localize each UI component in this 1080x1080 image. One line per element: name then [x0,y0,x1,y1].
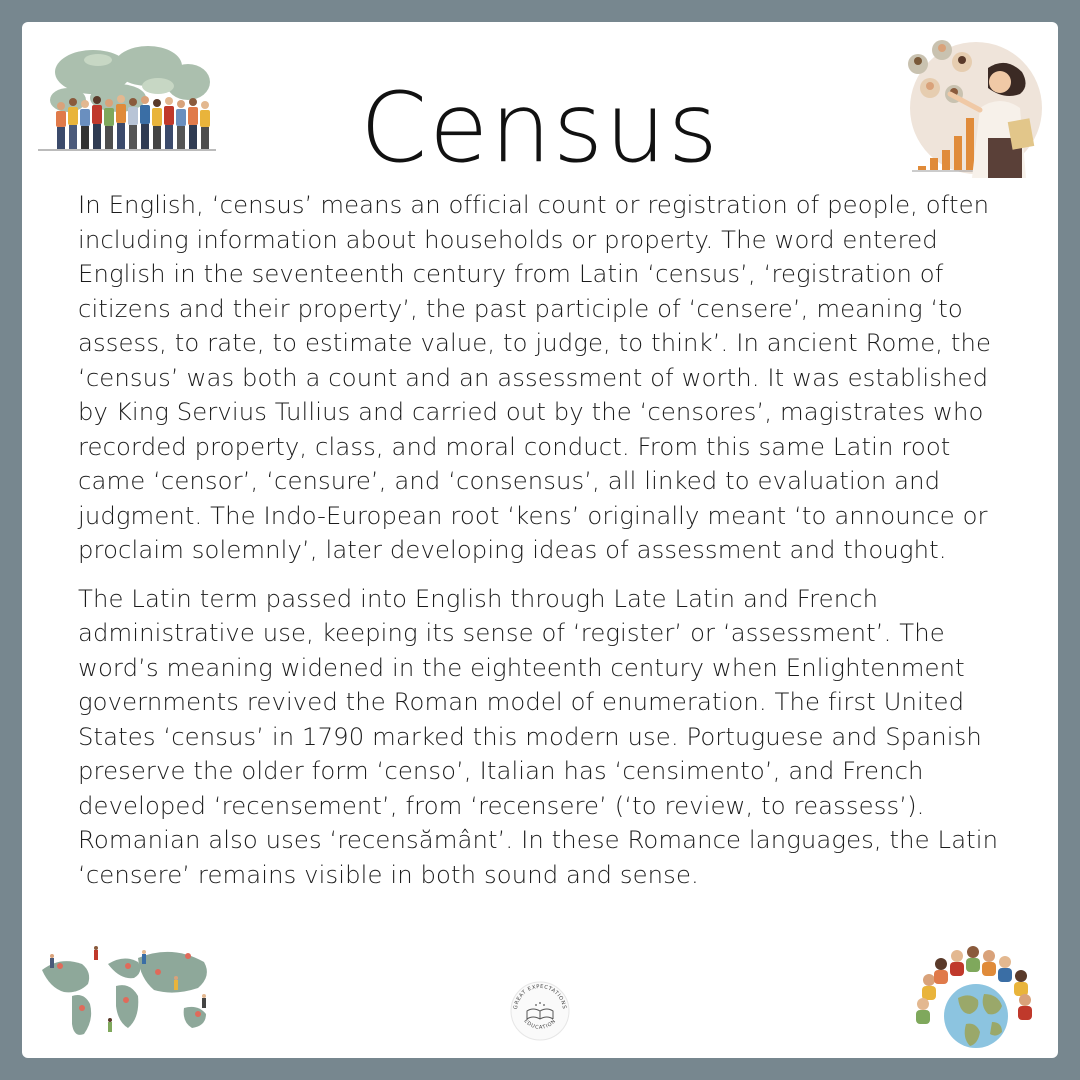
logo-top-text: GREAT EXPECTATIONS [512,983,567,1010]
card [22,22,1058,1058]
paragraph-1: In English, ‘census’ means an official count or registration of people, often including information about households or property. The word entered English in the seventeenth century from Latin ‘census’, ‘registration of citizens and their property’, the past participle of ‘censere’, meaning ‘to assess, to rate, to estimate value, to judge, to think’. In ancient Rome, the ‘census’ was both a count and an assessment of worth. It was established by King Servius Tullius and carried out by the ‘censores’, magistrates who recorded property, class, and moral conduct. From this same Latin root came ‘censor’, ‘censure’, and ‘consensus’, all linked to evaluation and judgment. The Indo-European root ‘kens’ originally meant ‘to announce or proclaim solemnly’, later developing ideas of assessment and thought. [78,190,992,564]
paragraph-2: The Latin term passed into English through Late Latin and French administrative use, keeping its sense of ‘register’ or ‘assessment’. The word’s meaning widened in the eighteenth century when Enlightenment governments revived the Roman model of enumeration. The first United States ‘census’ in 1790 marked this modern use. Portuguese and Spanish preserve the older form ‘censo’, Italian has ‘censimento’, and French developed ‘recensement’, from ‘recensere’ (‘to review, to reassess’). Romanian also uses ‘recensământ’. In these Romance languages, the Latin ‘censere’ remains visible in both sound and sense. [78,583,999,889]
globe-people-illustration [914,944,1040,1050]
page-title: Census [360,72,720,184]
world-map-people-illustration [38,936,218,1048]
article-body [78,188,1013,906]
logo-bottom-text: EDUCATION [522,1018,558,1031]
great-expectations-logo [509,979,571,1043]
